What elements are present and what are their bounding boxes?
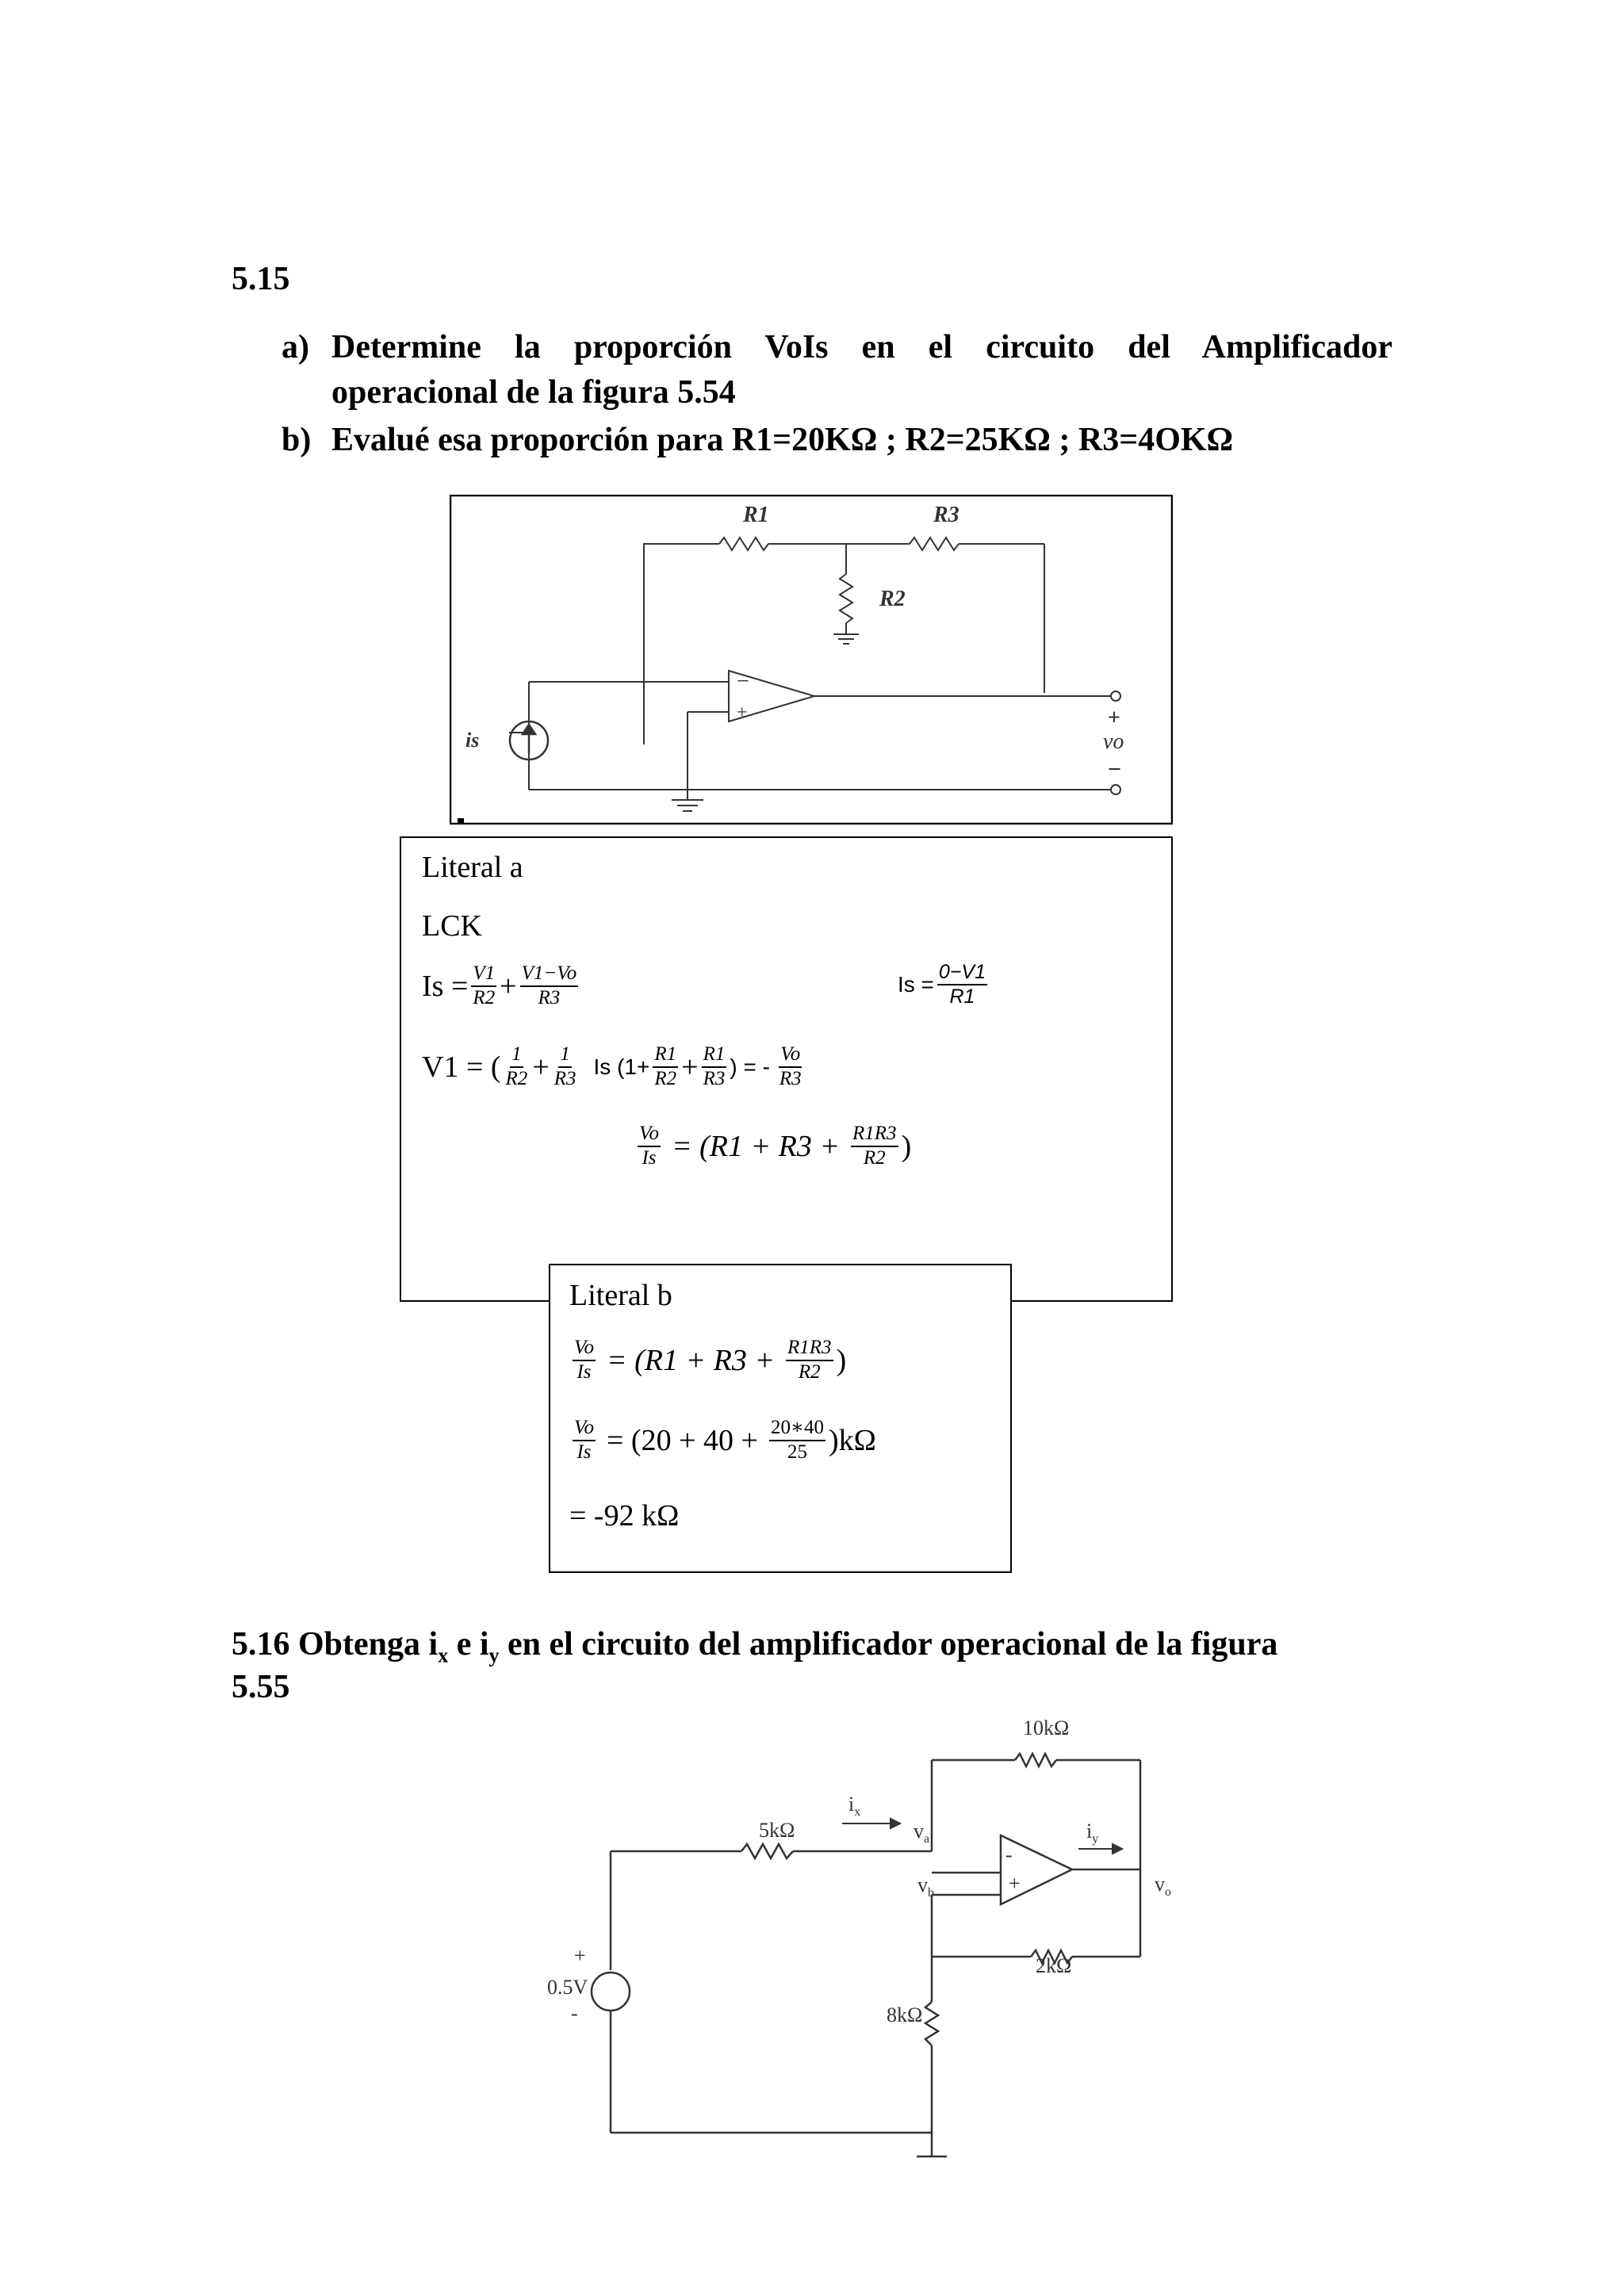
vo-plus: + bbox=[1108, 706, 1120, 730]
label-is: is bbox=[465, 729, 480, 752]
label-r2: R2 bbox=[879, 587, 906, 611]
label-8k: 8kΩ bbox=[887, 2003, 923, 2026]
source-minus: - bbox=[571, 2002, 578, 2025]
equation-is-right: Is = $\frac{0-V1}{R1}$ bbox=[898, 961, 986, 1008]
literal-a-title: Literal a bbox=[422, 851, 523, 884]
label-vo: $v_o$ bbox=[1155, 1873, 1171, 1899]
label-r3: R3 bbox=[933, 503, 959, 527]
source-plus: + bbox=[574, 1944, 586, 1967]
literal-b-title: Literal b bbox=[569, 1279, 672, 1312]
lck-label: LCK bbox=[422, 909, 482, 943]
item-b-text: Evalué esa proporción para R1=20KΩ ; R2=25KΩ ; R3=4OKΩ bbox=[331, 422, 1234, 458]
result-b: = -92 kΩ bbox=[569, 1499, 680, 1533]
vo-minus: − bbox=[1108, 756, 1122, 783]
label-source: 0.5V bbox=[547, 1976, 588, 1999]
opamp-minus: − bbox=[737, 669, 749, 694]
voltage-source bbox=[592, 1973, 630, 2011]
problem-516-line2: 5.55 bbox=[232, 1669, 290, 1705]
label-2k: 2kΩ bbox=[1036, 1954, 1072, 1977]
item-a-marker: a) bbox=[282, 329, 309, 365]
equation-v1: V1 = ( $\frac{1}{R2}$ + $\frac{1}{R3}$ Is (1+ $\frac{R1}{R2}$ + $\frac{R1}{R3}$ ) = - $\frac{Vo}{R3}$ bbox=[422, 1043, 802, 1089]
problem-516-line1: 5.16 Obtenga $i_x$ e $i_y$ en el circuito del amplificador operacional de la figura bbox=[232, 1626, 1278, 1667]
item-a-line2: operacional de la figura 5.54 bbox=[331, 374, 736, 411]
label-r1: R1 bbox=[743, 503, 769, 527]
label-va: $v_a$ bbox=[914, 1820, 930, 1846]
opamp-555-plus: + bbox=[1009, 1872, 1021, 1895]
equation-result-a: $\frac{Vo}{Is}$ = (R1 + R3 + $\frac{R1R3}{R2}$ ) bbox=[639, 1123, 912, 1169]
equation-b1: $\frac{Vo}{Is}$ = (R1 + R3 + $\frac{R1R3}{R2}$ ) bbox=[574, 1337, 847, 1383]
label-5k: 5kΩ bbox=[759, 1819, 795, 1842]
resistor-8k bbox=[925, 2002, 938, 2045]
label-vo: vo bbox=[1103, 729, 1124, 754]
figure-5-55 bbox=[531, 1705, 1245, 2164]
equation-is: Is = $\frac{V1}{R2}$ + $\frac{V1-Vo}{R3}$ bbox=[422, 962, 577, 1008]
opamp-555-minus: - bbox=[1005, 1843, 1013, 1866]
label-10k: 10kΩ bbox=[1023, 1716, 1070, 1739]
opamp-plus: + bbox=[737, 702, 748, 723]
label-iy: $i_y$ bbox=[1086, 1820, 1099, 1846]
item-a-line1: Determine la proporción VoIs en el circuito del Amplificador bbox=[331, 329, 1392, 365]
resistor-10k bbox=[1015, 1754, 1056, 1766]
resistor-5k bbox=[741, 1844, 793, 1858]
problem-number: 5.15 bbox=[232, 261, 290, 297]
figure-5-54 bbox=[450, 495, 1173, 825]
label-vb: $v_b$ bbox=[917, 1873, 934, 1900]
equation-b2: $\frac{Vo}{Is}$ = (20 + 40 + $\frac{20∗40}{25}$ )kΩ bbox=[574, 1417, 876, 1463]
label-ix: $i_x$ bbox=[848, 1793, 861, 1819]
item-b-marker: b) bbox=[282, 422, 312, 458]
